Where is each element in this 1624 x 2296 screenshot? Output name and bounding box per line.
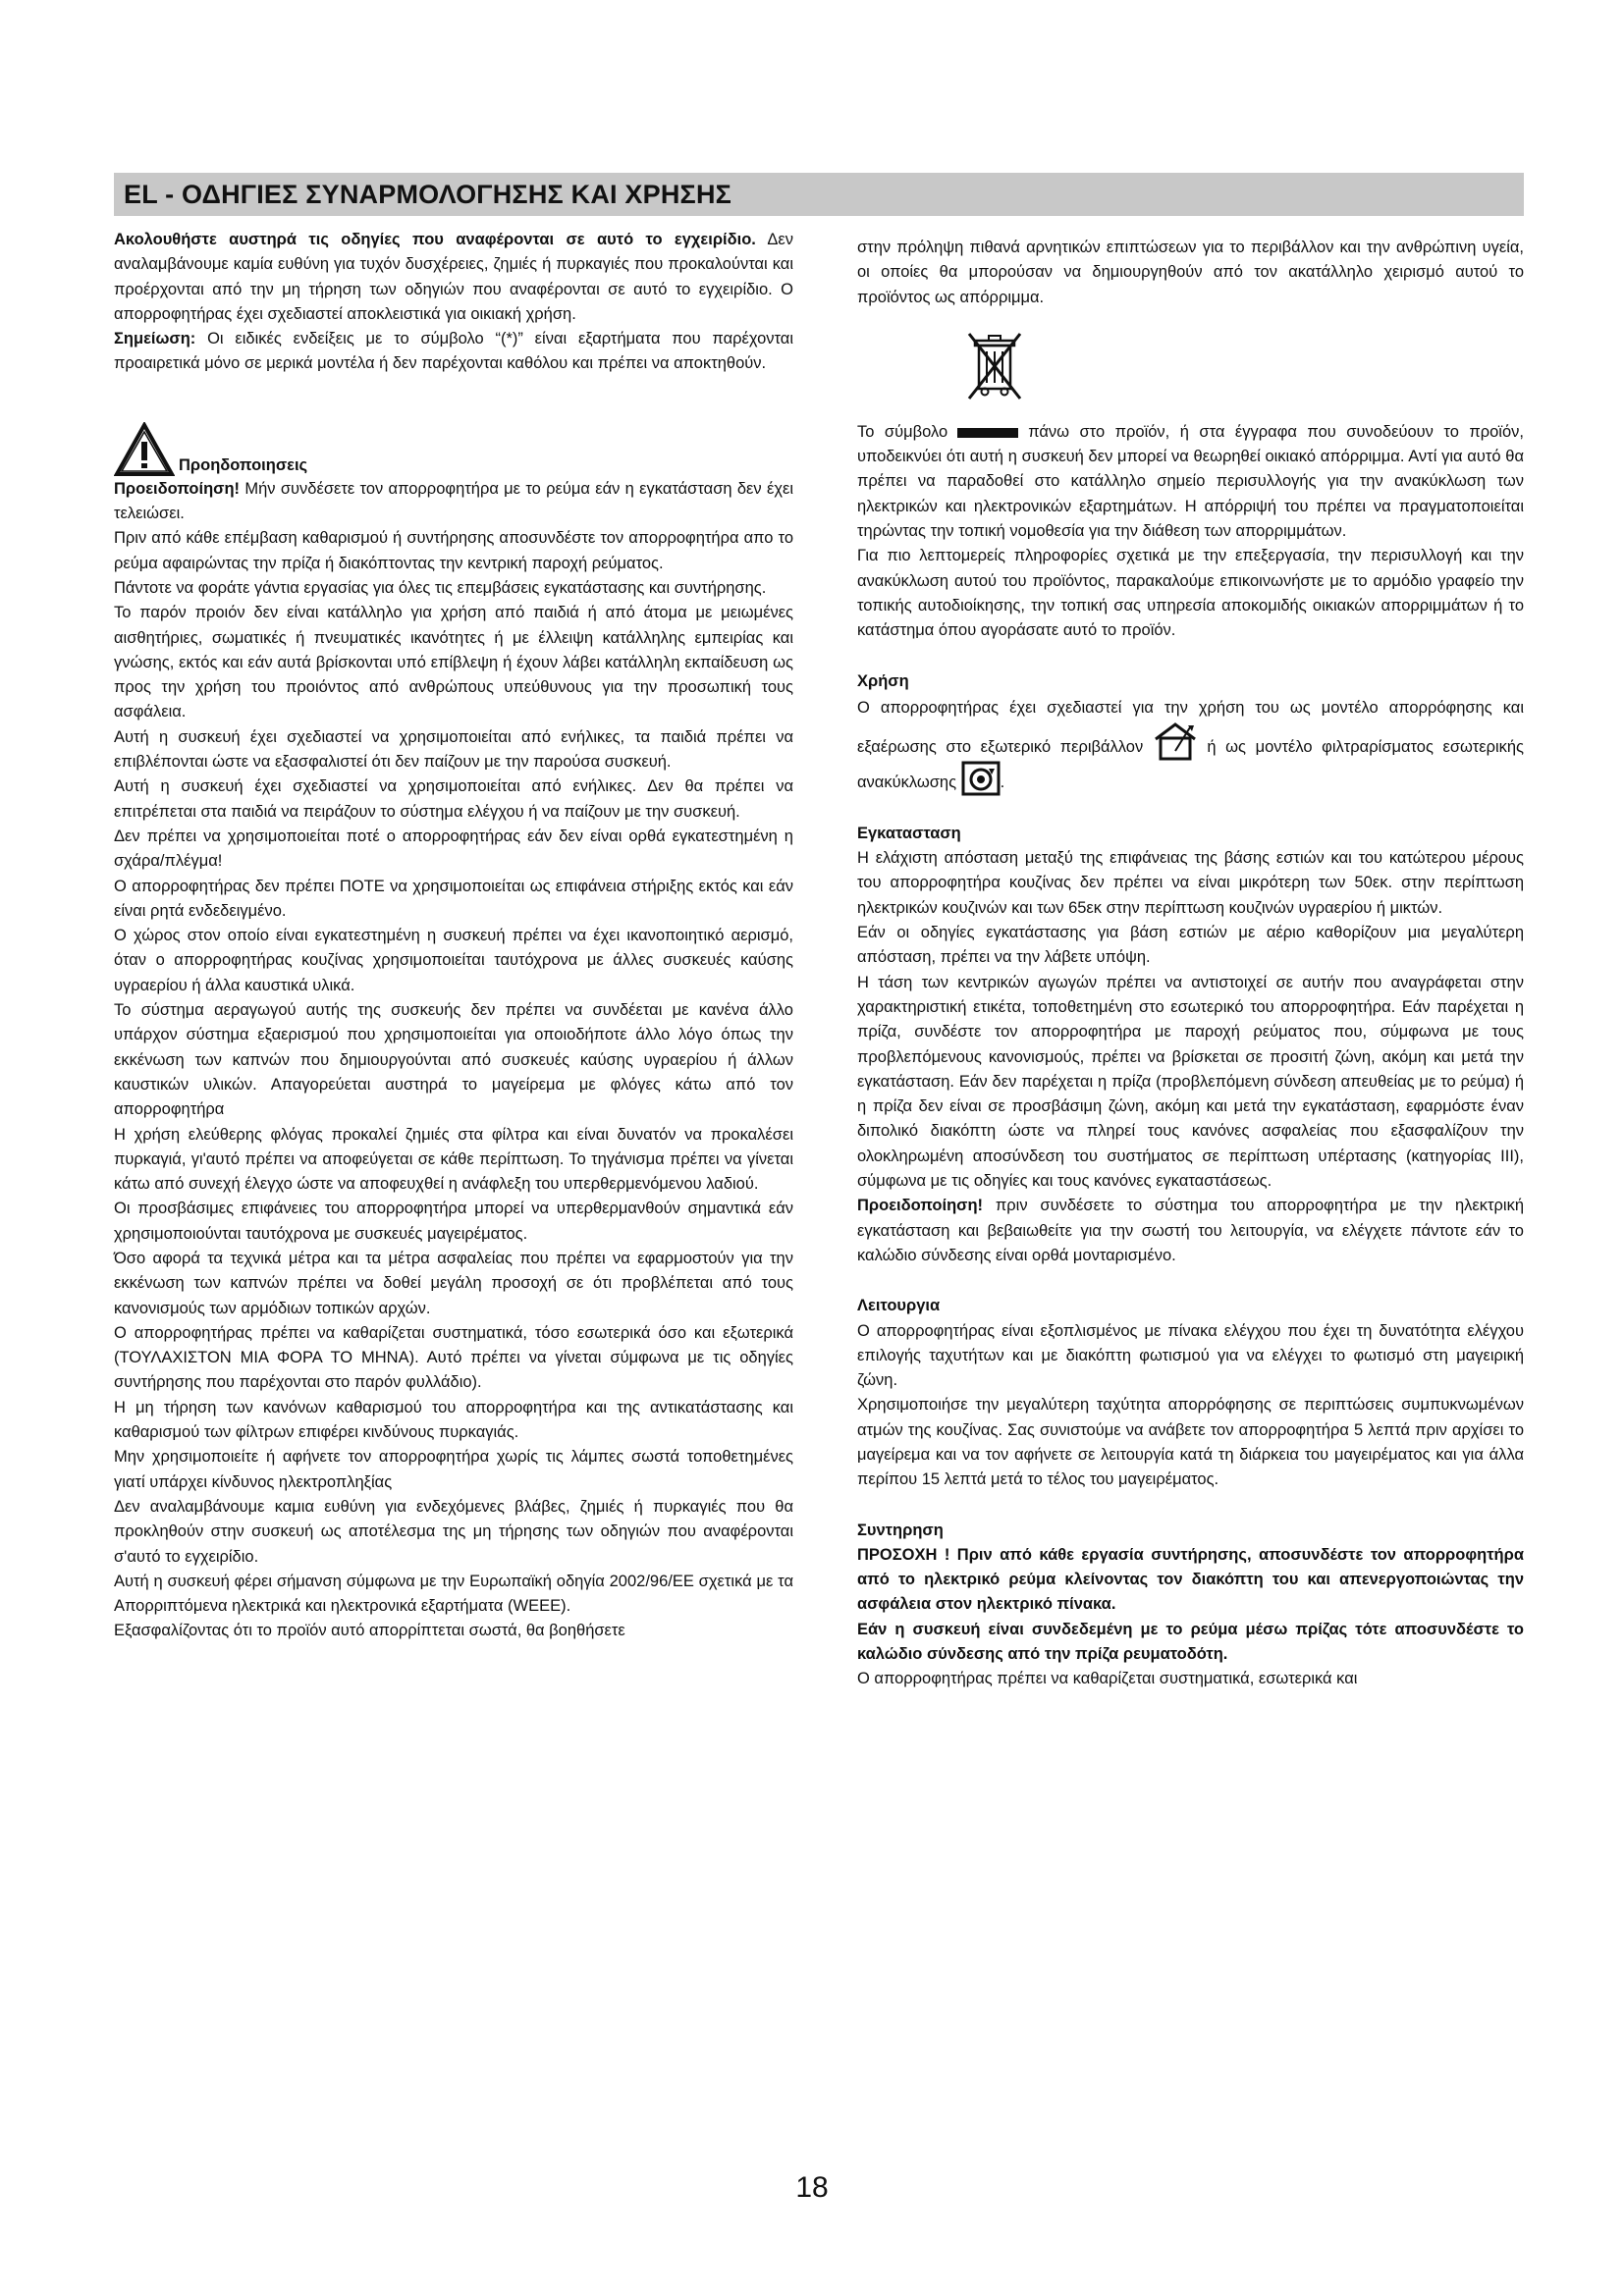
install-warning-text: πριν συνδέσετε το σύστημα του απορροφητήρα με την ηλεκτρική εγκατάσταση και βεβαιωθείτε για την σωστή του λειτουργία, να ελέγχετε πάντοτε εάν το καλώδιο σύνδεσης είναι ορθά μονταρισμένο. <box>857 1197 1524 1264</box>
maintenance-heading: Συντηρηση <box>857 1521 944 1539</box>
operation-paragraph: Χρησιμοποιήσε την μεγαλύτερη ταχύτητα απορρόφησης σε περιπτώσεις συμπυκνωμένων ατμών της κουζίνας. Σας συνιστούμε να ανάβετε τον απορροφητήρα 5 λεπτά πριν αρχίσει το μαγείρεμα και να τον αφήνετε σε λειτουργία κατά τη διάρκεια του μαγειρέματος και για άλλα περίπου 15 λεπτά μετά το τέλος του μαγειρέματος. <box>857 1396 1524 1489</box>
install-paragraph: Η τάση των κεντρικών αγωγών πρέπει να αντιστοιχεί σε αυτήν που αναγράφεται στην χαρακτηριστική ετικέτα, τοποθετημένη στο εσωτερικό του απορροφητήρα. Εάν παρέχεται η πρίζα, συνδέστε τον απορροφητήρα με παροχή ρεύματος που, σύμφωνα με τους προβλεπόμενους κανονισμούς, πρέπει να βρίσκεται σε προσιτή ζώνη, ακόμη και μετά την εγκατάσταση. Εάν δεν παρέχεται η πρίζα (προβλεπόμενη σύνδεση απευθείας με το ρεύμα) ή η πρίζα δεν είναι σε προσβάσιμη ζώνη, ακόμη και μετά την εγκατάσταση, εφαρμόστε έναν διπολικό διακόπτη ώστε να πληρεί τους κανόνες ασφαλείας που εξασφαλίζουν την ολοκληρωμένη αποσύνδεση του συστήματος σε περίπτωση υπέρτασης (κατηγορίας ΙΙΙ), σύμφωνα με τις οδηγίες και τους κανόνες εγκαταστάσεως. <box>857 973 1524 1191</box>
recirculation-icon <box>961 761 1001 796</box>
left-paragraph: Η χρήση ελεύθερης φλόγας προκαλεί ζημιές στα φίλτρα και είναι δυνατόν να προκαλέσει πυρκαγιά, γι'αυτό πρέπει να αποφεύγεται σε κάθε περίπτωση. Το τηγάνισμα πρέπει να γίνεται κάτω από συνεχή έλεγχο ώστε να αποφευχθεί η ανάφλεξη του υπερθερμενόμενου λαδιού. <box>114 1125 793 1194</box>
operation-heading: Λειτουργια <box>857 1297 941 1315</box>
right-column <box>857 236 1524 1692</box>
intro-paragraph <box>114 228 793 327</box>
symbol-pre: Το σύμβολο <box>857 422 948 441</box>
left-paragraph: Το παρόν προιόν δεν είναι κατάλληλο για χρήση από παιδιά ή από άτομα με μειωμένες αισθητήριες, σωματικές ή πνευματικές ικανότητες ή με έλλειψη κατάλληλης εμπειρίας και γνώσης, εκτός και εάν αυτά βρίσκονται υπό επίβλεψη ή έχουν λάβει κατάλληλη εκπαίδευση ως προς την χρήση του προιόντος από ανθρώπους υπεύθυνους για την προσωπική τους ασφάλεια. <box>114 604 793 721</box>
intro-bold: Ακολουθήστε αυστηρά τις οδηγίες που αναφέρονται σε αυτό το εγχειρίδιο. <box>114 231 756 248</box>
warning-first-text: Μήν συνδέσετε τον απορροφητήρα με το ρεύμα εάν η εγκατάσταση δεν έχει τελειώσει. <box>114 479 793 523</box>
left-paragraph: Δεν πρέπει να χρησιμοποιείται ποτέ ο απορροφητήρας εάν δεν είναι ορθά εγκατεστημένη η σχάρα/πλέγμα! <box>114 827 793 871</box>
note-paragraph <box>114 327 793 377</box>
left-paragraph: Πριν από κάθε επέμβαση καθαρισμού ή συντήρησης αποσυνδέστε τον απορροφητήρα απο το ρεύμα αφαιρώντας την πρίζα ή διακόπτοντας την κεντρική παροχή ρεύματος. <box>114 529 793 572</box>
note-label: Σημείωση: <box>114 330 196 348</box>
house-exhaust-icon <box>1153 721 1198 761</box>
use-heading: Χρήση <box>857 671 909 690</box>
symbol-paragraph <box>857 420 1524 544</box>
left-paragraph: Οι προσβάσιμες επιφάνειες του απορροφητήρα μπορεί να υπερθερμανθούν σημαντικά εάν χρησιμοποιούνται ταυτόχρονα με συσκευές μαγειρέματος. <box>114 1200 793 1243</box>
use-text-3: . <box>1000 773 1005 791</box>
symbol-post: πάνω στο προϊόν, ή στα έγγραφα που συνοδεύουν το προϊόν, υποδεικνύει ότι αυτή η συσκευή δεν μπορεί να θεωρηθεί οικιακό απόρριμμα. Αντί για αυτό θα πρέπει να παραδοθεί στο κατάλληλο σημείο περισυλλογής για την ανακύκλωση των ηλεκτρικών και ηλεκτρονικών εξαρτημάτων. Η απόρριψή του πρέπει να πραγματοποιείται τηρώντας την τοπική νομοθεσία για την διάθεση των απορριμμάτων. <box>857 422 1524 541</box>
use-text-2: ή ως μοντέλο φιλτραρίσματος εσωτερικής ανακύκλωσης <box>857 737 1524 791</box>
left-paragraph: Ο απορροφητήρας πρέπει να καθαρίζεται συστηματικά, τόσο εσωτερικά όσο και εξωτερικά (ΤΟΥΛΑΧΙΣΤΟΝ ΜΙΑ ΦΟΡΑ ΤΟ ΜΗΝΑ). Αυτό πρέπει να γίνεται σύμφωνα με τις οδηγίες συντήρησης που παρέχονται στο παρόν φυλλάδιο). <box>114 1323 793 1392</box>
warnings-heading-row <box>114 416 793 477</box>
install-paragraph: Η ελάχιστη απόσταση μεταξύ της επιφάνειας της βάσης εστιών και του κατώτερου μέρους του απορροφητήρα κουζίνας δεν πρέπει να είναι μικρότερη των 50εκ. στην περίπτωση ηλεκτρικών κουζινών και των 65εκ στην περίπτωση κουζινών υγραερίου ή μικτών. <box>857 849 1524 917</box>
warning-first <box>114 477 793 527</box>
install-warning <box>857 1194 1524 1268</box>
title-bar <box>114 173 1524 216</box>
left-paragraph: Αυτή η συσκευή έχει σχεδιαστεί να χρησιμοποιείται από ενήλικες. Δεν θα πρέπει να επιτρέπεται στα παιδιά να πειράζουν το σύστημα ελέγχου ή να παίζουν με την συσκευή. <box>114 777 793 821</box>
left-paragraph: Η μη τήρηση των κανόνων καθαρισμού του απορροφητήρα και της αντικατάστασης και καθαρισμού των φίλτρων επιφέρει κινδύνους πυρκαγιάς. <box>114 1398 793 1442</box>
left-paragraph: Πάντοτε να φοράτε γάντια εργασίας για όλες τις επεμβάσεις εγκατάστασης και συντήρησης. <box>114 578 767 597</box>
install-paragraph: Εάν οι οδηγίες εγκατάστασης για βάση εστιών με αέριο καθορίζουν μια μεγαλύτερη απόσταση, πρέπει να την λάβετε υπόψη. <box>857 924 1524 967</box>
intro-rest: Δεν αναλαμβάνουμε καμία ευθύνη για τυχόν δυσχέρειες, ζημιές ή πυρκαγιές που προκαλούνται και προέρχονται από την μη τήρηση των οδηγιών που αναφέρονται σε αυτό το εγχειρίδιο. Ο απορροφητήρας έχει σχεδιαστεί αποκλειστικά για οικιακή χρήση. <box>114 231 793 323</box>
install-heading: Εγκατασταση <box>857 824 961 842</box>
maintenance-bold-1: ΠΡΟΣΟΧΗ ! Πριν από κάθε εργασία συντήρησης, αποσυνδέστε τον απορροφητήρα από το ηλεκτρικό ρεύμα κλείνοντας τον διακόπτη του και απενεργοποιώντας την ασφάλεια στον ηλεκτρικό πίνακα. <box>857 1545 1524 1614</box>
page-title: EL - ΟΔΗΓΙΕΣ ΣΥΝΑΡΜΟΛΟΓΗΣΗΣ ΚΑΙ ΧΡΗΣΗΣ <box>124 180 732 209</box>
operation-paragraph: Ο απορροφητήρας είναι εξοπλισμένος με πίνακα ελέγχου που έχει τη δυνατότητα ελέγχου επιλογής ταχυτήτων και με διακόπτη φωτισμού για να ελέγχει το φωτισμό στη μαγειρική ζώνη. <box>857 1321 1524 1390</box>
weee-continuation: στην πρόληψη πιθανά αρνητικών επιπτώσεων για το περιβάλλον και την ανθρώπινη υγεία, οι οποίες θα μπορούσαν να δημιουργηθούν από τον ακατάλληλο χειρισμό αυτού το προϊόντος ως απόρριμμα. <box>857 239 1524 306</box>
left-paragraph: Δεν αναλαμβάνουμε καμια ευθύνη για ενδεχόμενες βλάβες, ζημιές ή πυρκαγιές που θα προκληθούν στην συσκευή ως αποτέλεσμα της μη τήρησης των οδηγιών που αναφέρονται σ'αυτό το εγχειρίδιο. <box>114 1497 793 1566</box>
use-paragraph <box>857 694 1524 796</box>
warnings-heading: Προηδοποιησεις <box>179 456 308 475</box>
left-paragraph: Αυτή η συσκευή φέρει σήμανση σύμφωνα με την Ευρωπαϊκή οδηγία 2002/96/ΕΕ σχετικά με τα Απορριπτόμενα ηλεκτρικά και ηλεκτρονικά εξαρτήματα (WEEE). <box>114 1572 793 1616</box>
info-paragraph: Για πιο λεπτομερείς πληροφορίες σχετικά με την επεξεργασία, την περισυλλογή και την ανακύκλωση αυτού του προϊόντος, παρακαλούμε επικοινωνήστε με το αρμόδιο γραφείο την τοπικής αυτοδιοίκησης, την τοπική σας υπηρεσία αποκομιδής οικιακών απορριμμάτων ή το κατάστημα όπου αγοράσατε αυτό το προϊόν. <box>857 547 1524 640</box>
left-paragraph: Ο χώρος στον οποίο είναι εγκατεστημένη η συσκευή πρέπει να έχει ικανοποιητικό αερισμό, όταν ο απορροφητήρας κουζίνας χρησιμοποιείται ταυτόχρονα με άλλες συσκευές καύσης υγραερίου ή άλλα καυστικά υλικά. <box>114 927 793 994</box>
maintenance-text: Ο απορροφητήρας πρέπει να καθαρίζεται συστηματικά, εσωτερικά και <box>857 1670 1358 1688</box>
left-column <box>114 228 793 1644</box>
black-bar-symbol-icon <box>957 428 1018 438</box>
left-paragraph: Όσο αφορά τα τεχνικά μέτρα και τα μέτρα ασφαλείας που πρέπει να εφαρμοστούν για την εκκένωση των καπνών πρέπει να δοθεί μεγάλη προσοχή σε ότι προβλέπεται από τους κανονισμούς των αρμόδιων τοπικών αρχών. <box>114 1249 793 1317</box>
crossed-bin-icon <box>965 330 1024 402</box>
page-number: 18 <box>795 2171 829 2204</box>
left-paragraph: Εξασφαλίζοντας ότι το προϊόν αυτό απορρίπτεται σωστά, θα βοηθήσετε <box>114 1622 625 1640</box>
left-paragraph: Το σύστημα αεραγωγού αυτής της συσκευής δεν πρέπει να συνδέεται με κανένα άλλο υπάρχον σύστημα εξαερισμού που χρησιμοποιείται για οποιοδήποτε άλλο λόγο όπως την εκκένωση των καπνών που δημιουργούνται από συσκευές καύσης υγραερίου ή άλλων καυστικών υλικών. Απαγορεύεται αυστηρά το μαγείρεμα με φλόγες κάτω από τον απορροφητήρα <box>114 1001 793 1119</box>
maintenance-bold-2: Εάν η συσκευή είναι συνδεδεμένη με το ρεύμα μέσω πρίζας τότε αποσυνδέστε το καλώδιο σύνδεσης από την πρίζα ρευματοδότη. <box>857 1620 1524 1664</box>
warning-triangle-icon <box>114 422 175 477</box>
warning-label: Προειδοποίηση! <box>114 479 241 498</box>
left-paragraph: Αυτή η συσκευή έχει σχεδιαστεί να χρησιμοποιείται από ενήλικες, τα παιδιά πρέπει να επιβλέπονται ώστε να εξασφαλιστεί ότι δεν παίζουν με την παρούσα συσκευή. <box>114 727 793 772</box>
left-paragraph: Ο απορροφητήρας δεν πρέπει ΠΟΤΕ να χρησιμοποιείται ως επιφάνεια στήριξης εκτός και εάν είναι ρητά ενδεδειγμένο. <box>114 877 793 920</box>
use-text-1: Ο απορροφητήρας έχει σχεδιαστεί για την χρήση του ως μοντέλο απορρόφησης και εξαέρωσης στο εξωτερικό περιβάλλον <box>857 698 1524 756</box>
note-text: Οι ειδικές ενδείξεις με το σύμβολο “(*)” είναι εξαρτήματα που παρέχονται προαιρετικά μόνο σε μερικά μοντέλα ή δεν παρέχονται καθόλου και πρέπει να αποκτηθούν. <box>114 330 793 373</box>
install-warning-label: Προειδοποίηση! <box>857 1197 984 1215</box>
left-paragraph: Μην χρησιμοποιείτε ή αφήνετε τον απορροφητήρα χωρίς τις λάμπες σωστά τοποθετημένες γιατί υπάρχει κίνδυνος ηλεκτροπληξίας <box>114 1448 793 1491</box>
